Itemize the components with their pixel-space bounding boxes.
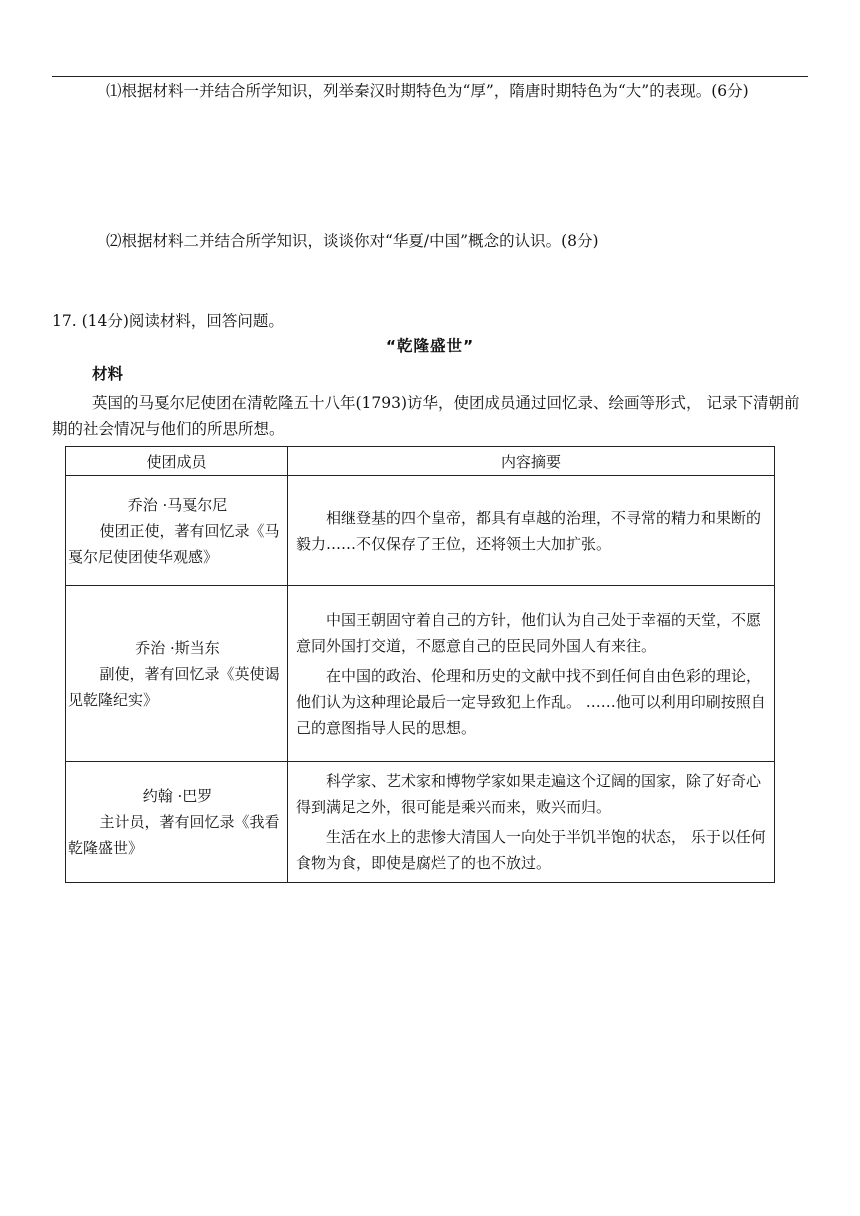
- summary-paragraph: 生活在水上的悲惨大清国人一向处于半饥半饱的状态， 乐于以任何食物为食，即使是腐烂了的也不放过。: [296, 828, 766, 872]
- question-17-stem: 17. (14分)阅读材料，回答问题。: [52, 312, 284, 330]
- material-intro: 英国的马戛尔尼使团在清乾隆五十八年(1793)访华，使团成员通过回忆录、绘画等形式， 记录下清朝前期的社会情况与他们的所思所想。: [52, 394, 800, 438]
- member-name: 乔治 ·马戛尔尼: [127, 495, 228, 514]
- member-cell: [66, 762, 288, 883]
- table-header-row: [66, 447, 775, 476]
- header-rule: [52, 76, 808, 77]
- summary-paragraph: 科学家、艺术家和博物学家如果走遍这个辽阔的国家，除了好奇心得到满足之外，很可能是乘兴而来，败兴而归。: [296, 772, 762, 816]
- summary-paragraph: 中国王朝固守着自己的方针，他们认为自己处于幸福的天堂，不愿意同外国打交道，不愿意自己的臣民同外国人有来往。: [296, 610, 762, 655]
- summary-cell: [288, 762, 775, 883]
- member-role: 主计员，著有回忆录《我看乾隆盛世》: [68, 813, 280, 857]
- summary-cell: [288, 586, 775, 762]
- member-role: 副使，著有回忆录《英使谒见乾隆纪实》: [68, 664, 280, 709]
- table-row: [66, 586, 775, 762]
- summary-cell: [288, 476, 775, 586]
- mission-table: [65, 446, 775, 883]
- table-row: [66, 762, 775, 883]
- table-row: [66, 476, 775, 586]
- question-16-part-1: ⑴根据材料一并结合所学知识，列举秦汉时期特色为“厚”，隋唐时期特色为“大”的表现。(6分): [106, 82, 749, 100]
- header-member: 使团成员: [66, 447, 288, 476]
- material-title: “乾隆盛世”: [385, 337, 475, 355]
- member-name: 乔治 ·斯当东: [135, 638, 220, 657]
- member-cell: [66, 476, 288, 586]
- summary-paragraph: 相继登基的四个皇帝，都具有卓越的治理，不寻常的精力和果断的毅力……不仅保存了王位，还将领土大加扩张。: [296, 508, 762, 553]
- header-summary: 内容摘要: [288, 447, 775, 476]
- member-cell: [66, 586, 288, 762]
- member-role: 使团正使，著有回忆录《马戛尔尼使团使华观感》: [68, 521, 280, 566]
- member-name: 约翰 ·巴罗: [142, 787, 213, 805]
- question-16-part-2: ⑵根据材料二并结合所学知识，谈谈你对“华夏/中国”概念的认识。(8分): [106, 232, 599, 250]
- summary-paragraph: 在中国的政治、伦理和历史的文献中找不到任何自由色彩的理论，他们认为这种理论最后一定导致犯上作乱。 ……他可以利用印刷按照自己的意图指导人民的思想。: [296, 666, 766, 737]
- material-label: 材料: [92, 365, 124, 383]
